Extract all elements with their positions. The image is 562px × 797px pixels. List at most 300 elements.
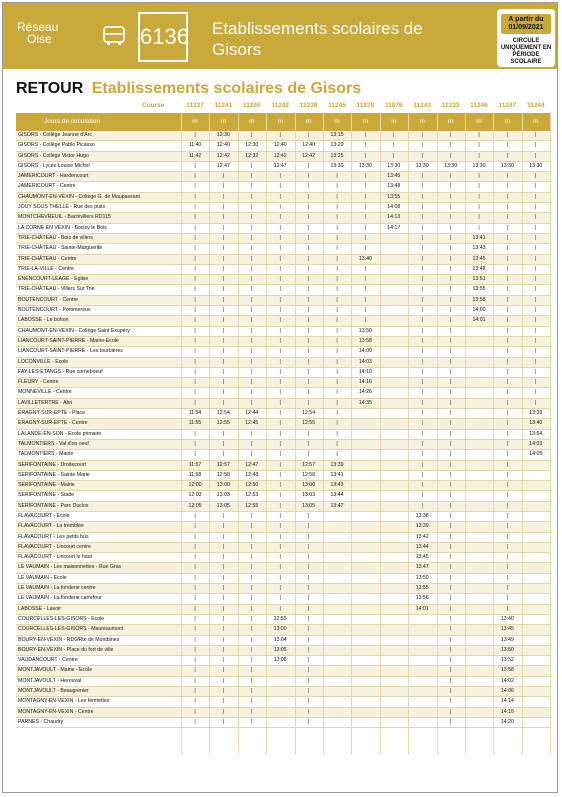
time-cell: | [506, 245, 509, 252]
time-cell: | [506, 595, 509, 602]
time-cell: | [364, 152, 367, 159]
time-cell: | [222, 234, 225, 241]
stop-name: MONTAGNY-EN-VEXIN - Les fermettes [18, 698, 110, 705]
time-cell: | [449, 512, 452, 519]
time-cell: | [194, 317, 196, 324]
time-cell: | [421, 440, 423, 447]
time-cell: 12:48 [245, 471, 259, 478]
time-cell: | [194, 379, 196, 386]
time-cell: | [336, 296, 338, 303]
time-cell: 13:00 [273, 626, 287, 633]
time-cell: 13:40 [358, 255, 372, 262]
table-row [16, 316, 551, 326]
course-label: Course [142, 102, 165, 109]
time-cell: | [194, 564, 196, 571]
column-separator [493, 113, 494, 754]
stop-name: SERIFONTAINE - Mairie [18, 482, 75, 489]
time-cell: | [279, 265, 281, 272]
time-cell: | [194, 296, 196, 303]
time-cell: | [194, 245, 196, 252]
table-row [16, 224, 551, 234]
table-row [16, 327, 551, 337]
time-cell: | [251, 399, 253, 406]
table-row [16, 378, 551, 388]
day-code: m [249, 118, 255, 125]
time-cell: | [307, 646, 310, 653]
column-separator [266, 113, 267, 754]
time-cell: | [364, 224, 367, 231]
time-cell: 13:44 [330, 492, 344, 499]
time-cell: | [449, 183, 452, 190]
time-cell: | [421, 276, 423, 283]
time-cell: | [222, 523, 225, 530]
time-cell: | [251, 204, 253, 211]
time-cell: 14:06 [500, 688, 514, 695]
stop-name: LABOSSE - Lavoir [18, 605, 61, 612]
day-code: m [362, 118, 369, 125]
time-cell: | [251, 286, 253, 293]
time-cell: | [449, 234, 452, 241]
table-row [16, 491, 551, 501]
time-cell: | [506, 451, 509, 458]
time-cell: | [478, 204, 480, 211]
time-cell: | [449, 543, 452, 550]
time-cell: | [449, 657, 452, 664]
table-row [16, 430, 551, 440]
time-cell: 12:47 [245, 461, 259, 468]
time-cell: | [506, 193, 509, 200]
time-cell: | [506, 276, 509, 283]
day-code: m [504, 118, 511, 125]
time-cell: | [194, 276, 196, 283]
time-cell: | [336, 358, 338, 365]
table-row [16, 718, 551, 728]
time-cell: | [307, 564, 310, 571]
course-number: 11240 [242, 102, 261, 109]
time-cell: | [449, 337, 452, 344]
time-cell: | [421, 358, 423, 365]
time-cell: | [449, 296, 452, 303]
time-cell: 12:55 [302, 420, 316, 427]
stop-name: LE VAUMAIN - Les maisonnettes - Rue Gras [18, 564, 122, 571]
time-cell: | [506, 317, 509, 324]
time-cell: | [478, 173, 480, 180]
brand-line2: Oise [27, 32, 52, 46]
time-cell: | [449, 667, 452, 674]
table-row [16, 481, 551, 491]
time-cell: | [222, 276, 225, 283]
time-cell: | [307, 379, 310, 386]
time-cell: | [194, 286, 196, 293]
time-cell: | [279, 564, 281, 571]
time-cell: | [222, 636, 225, 643]
time-cell: 13:49 [500, 636, 514, 643]
time-cell: | [222, 255, 225, 262]
time-cell: 13:30 [330, 162, 344, 169]
time-cell: | [222, 708, 225, 715]
time-cell: | [251, 533, 253, 540]
time-cell: 12:55 [273, 615, 287, 622]
stop-name: GISORS - Collège Pablo Picasso [18, 142, 95, 149]
time-cell: | [279, 224, 281, 231]
time-cell: | [336, 183, 338, 190]
time-cell: | [194, 512, 196, 519]
time-cell: | [449, 265, 452, 272]
time-cell: | [535, 348, 537, 355]
time-cell: | [506, 224, 509, 231]
time-cell: | [279, 471, 281, 478]
time-cell: 13:03 [216, 492, 230, 499]
time-cell: | [449, 245, 452, 252]
time-cell: | [194, 255, 196, 262]
time-cell: | [506, 255, 509, 262]
time-cell: | [279, 296, 281, 303]
time-cell: | [421, 142, 423, 149]
time-cell: 14:14 [500, 698, 514, 705]
time-cell: | [506, 554, 509, 561]
time-cell: 14:00 [472, 307, 486, 314]
table-row [16, 584, 551, 594]
table-row [16, 419, 551, 429]
stop-name: TALMONTIERS - Val d'on oeuf [18, 440, 89, 447]
table-row [16, 615, 551, 625]
stop-name: TRIE-LA-VILLE - Centre [18, 265, 74, 272]
time-cell: | [194, 718, 196, 725]
table-row [16, 399, 551, 409]
table-row [16, 182, 551, 192]
time-cell: | [222, 512, 225, 519]
stop-name: SERIFONTAINE - Stade [18, 492, 75, 499]
time-cell: | [222, 337, 225, 344]
timetable-header [3, 3, 557, 69]
time-cell: | [421, 224, 423, 231]
stop-name: ENENCOURT-LEAGE - Eglise [18, 276, 89, 283]
time-cell: | [506, 471, 509, 478]
time-cell: | [279, 234, 281, 241]
time-cell: | [393, 142, 395, 149]
time-cell: 13:47 [415, 564, 429, 571]
time-cell: | [506, 368, 509, 375]
time-cell: | [535, 265, 537, 272]
time-cell: | [194, 677, 196, 684]
column-separator [209, 113, 210, 754]
time-cell: | [307, 698, 310, 705]
time-cell: | [251, 615, 253, 622]
time-cell: | [449, 410, 452, 417]
time-cell: 12:30 [245, 142, 259, 149]
time-cell: | [449, 492, 452, 499]
time-cell: | [364, 132, 367, 138]
time-cell: | [279, 358, 281, 365]
time-cell: | [279, 276, 281, 283]
time-cell: | [307, 554, 310, 561]
time-cell: | [506, 482, 509, 489]
time-cell: | [307, 162, 310, 169]
time-cell: 13:45 [415, 554, 429, 561]
time-cell: 13:58 [472, 296, 486, 303]
time-cell: | [506, 523, 509, 530]
time-cell: | [222, 626, 225, 633]
badge-note2: UNIQUEMENT EN [500, 45, 552, 51]
time-cell: 14:03 [529, 440, 543, 447]
time-cell: | [307, 348, 310, 355]
time-cell: | [194, 533, 196, 540]
time-cell: | [535, 152, 537, 159]
time-cell: | [364, 214, 367, 221]
time-cell: | [307, 265, 310, 272]
time-cell: | [535, 214, 537, 221]
time-cell: 13:45 [500, 626, 514, 633]
time-cell: | [279, 399, 281, 406]
time-cell: | [506, 512, 509, 519]
table-row [16, 388, 551, 398]
day-code: m [391, 118, 397, 125]
time-cell: | [506, 307, 509, 314]
time-cell: | [506, 173, 509, 180]
time-cell: 12:42 [302, 152, 316, 159]
time-cell: 14:35 [358, 399, 372, 406]
time-cell: | [421, 420, 423, 427]
table-row [16, 533, 551, 543]
time-cell: | [279, 585, 281, 592]
time-cell: | [421, 265, 423, 272]
time-cell: 13:30 [387, 162, 401, 169]
time-cell: | [449, 626, 452, 633]
badge-line1: A partir du [508, 16, 544, 23]
time-cell: | [336, 265, 338, 272]
course-number: 11238 [299, 102, 318, 109]
time-cell: | [194, 337, 196, 344]
time-cell: | [307, 677, 310, 684]
time-cell: | [194, 605, 196, 612]
time-cell: 12:54 [216, 410, 230, 417]
time-cell: | [307, 667, 310, 674]
time-cell: | [279, 554, 281, 561]
time-cell: | [279, 595, 281, 602]
day-code: m [305, 118, 312, 125]
time-cell: | [421, 193, 423, 200]
time-cell: 14:00 [358, 348, 372, 355]
time-cell: | [222, 451, 225, 458]
time-cell: | [194, 595, 196, 602]
time-cell: 13:44 [415, 543, 429, 550]
table-row [16, 409, 551, 419]
time-cell: 13:00 [302, 482, 316, 489]
time-cell: | [222, 389, 225, 396]
time-cell: | [251, 265, 253, 272]
time-cell: | [307, 595, 310, 602]
time-cell: | [279, 605, 281, 612]
time-cell: | [535, 255, 537, 262]
time-cell: | [222, 605, 225, 612]
time-cell: | [449, 698, 452, 705]
time-cell: | [535, 389, 537, 396]
time-cell: | [251, 523, 253, 530]
time-cell: | [449, 379, 452, 386]
time-cell: | [535, 368, 537, 375]
time-cell: | [449, 389, 452, 396]
time-cell: | [421, 214, 423, 221]
stop-name: LAVILLETERTRE - Abri [18, 399, 73, 406]
time-cell: 12:57 [216, 461, 230, 468]
time-cell: | [251, 657, 253, 664]
time-cell: | [421, 492, 423, 499]
time-cell: 12:47 [216, 162, 230, 169]
time-cell: | [449, 471, 452, 478]
stop-name: FLAVACOURT - La tremblée [18, 523, 84, 530]
time-cell: 13:30 [472, 162, 486, 169]
time-cell: | [222, 245, 225, 252]
time-cell: | [222, 718, 225, 725]
time-cell: | [222, 430, 225, 437]
stop-name: MONTJAVOULT - Beaugrenier [18, 688, 89, 695]
stop-name: MONTCHEVREUIL - Bachivillers RD115 [18, 214, 111, 221]
time-cell: | [506, 410, 509, 417]
time-cell: | [222, 348, 225, 355]
time-cell: | [478, 152, 480, 159]
time-cell: | [222, 667, 225, 674]
time-cell: | [421, 502, 423, 509]
table-row [16, 512, 551, 522]
time-cell: | [336, 327, 338, 334]
time-cell: | [336, 430, 338, 437]
stop-name: TRIE-CHÂTEAU - Villers Sur Trie [18, 286, 95, 293]
time-cell: | [279, 307, 281, 314]
time-cell: 13:41 [330, 471, 344, 478]
course-number: 11242 [271, 102, 290, 109]
stop-name: LIANCOURT-SAINT-PIERRE - Mairie-Ecole [18, 337, 119, 344]
time-cell: 13:50 [415, 574, 429, 581]
time-cell: | [336, 399, 338, 406]
time-cell: 11:55 [188, 420, 202, 427]
time-cell: | [251, 677, 253, 684]
time-cell: | [449, 368, 452, 375]
time-cell: | [421, 482, 423, 489]
stop-name: JOUY SOUS THELLE - Rue des puits [18, 204, 106, 211]
time-cell: | [421, 204, 423, 211]
time-cell: | [279, 512, 281, 519]
time-cell: | [506, 265, 509, 272]
time-cell: | [421, 451, 423, 458]
time-cell: | [279, 379, 281, 386]
table-row [16, 265, 551, 275]
time-cell: 11:57 [188, 461, 202, 468]
time-cell: | [421, 327, 423, 334]
time-cell: | [222, 440, 225, 447]
time-cell: | [506, 430, 509, 437]
time-cell: | [307, 358, 310, 365]
time-cell: | [535, 193, 537, 200]
time-cell: | [222, 595, 225, 602]
badge-note3: PÉRIODE SCOLAIRE [510, 52, 542, 65]
time-cell: | [194, 688, 196, 695]
time-cell: | [251, 327, 253, 334]
time-cell: | [336, 307, 338, 314]
course-number: 11246 [470, 102, 488, 109]
time-cell: 13:30 [500, 162, 514, 169]
time-cell: | [251, 430, 253, 437]
time-cell: 14:16 [500, 708, 514, 715]
time-cell: | [222, 368, 225, 375]
time-cell: | [535, 358, 537, 365]
time-cell: | [336, 410, 338, 417]
time-cell: | [307, 317, 310, 324]
time-cell: | [307, 585, 310, 592]
time-cell: | [336, 286, 338, 293]
day-code: m [447, 118, 454, 125]
time-cell: | [279, 440, 281, 447]
time-cell: | [279, 204, 281, 211]
time-cell: 13:05 [302, 502, 316, 509]
column-separator [437, 113, 438, 754]
time-cell: | [449, 307, 452, 314]
time-cell: | [251, 698, 253, 705]
time-cell: 13:55 [387, 193, 401, 200]
time-cell: | [194, 193, 196, 200]
time-cell: | [506, 379, 509, 386]
time-cell: 14:01 [472, 317, 486, 324]
time-cell: | [336, 173, 338, 180]
time-cell: | [194, 162, 196, 169]
table-row [16, 461, 551, 471]
time-cell: 12:45 [245, 420, 259, 427]
time-cell: | [307, 615, 310, 622]
table-row [16, 605, 551, 615]
time-cell: | [449, 193, 452, 200]
time-cell: | [449, 688, 452, 695]
time-cell: 14:01 [415, 605, 429, 612]
time-cell: | [194, 399, 196, 406]
time-cell: | [307, 214, 310, 221]
table-row [16, 522, 551, 532]
time-cell: 14:26 [358, 389, 372, 396]
time-cell: 12:50 [245, 482, 259, 489]
time-cell: | [194, 224, 196, 231]
time-cell: 12:54 [302, 410, 316, 417]
time-cell: | [279, 327, 281, 334]
time-cell: | [251, 636, 253, 643]
time-cell: | [222, 358, 225, 365]
time-cell: | [535, 307, 537, 314]
column-separator [465, 113, 466, 754]
time-cell: | [251, 183, 253, 190]
course-number: 11244 [526, 102, 545, 109]
time-cell: | [279, 420, 281, 427]
stop-name: BOURY-EN-VEXIN - Place du fort de ville [18, 646, 114, 653]
time-cell: | [364, 296, 367, 303]
time-cell: | [506, 492, 509, 499]
time-cell: 13:50 [500, 646, 514, 653]
time-cell: 13:48 [387, 183, 401, 190]
time-cell: 13:38 [415, 512, 429, 519]
time-cell: 12:40 [216, 142, 230, 149]
time-cell: | [194, 646, 196, 653]
day-code: m [220, 118, 227, 125]
table-row [16, 553, 551, 563]
time-cell: 13:58 [500, 667, 514, 674]
time-cell: | [449, 533, 452, 540]
time-cell: | [535, 234, 537, 241]
time-cell: | [449, 636, 452, 643]
time-cell: | [506, 327, 509, 334]
time-cell: 12:57 [302, 461, 316, 468]
time-cell: | [279, 173, 281, 180]
time-cell: | [364, 173, 367, 180]
time-cell: | [251, 307, 253, 314]
stop-name: BOUTENCOURT - Pommereux [18, 307, 91, 314]
time-cell: 13:43 [330, 482, 344, 489]
time-cell: | [307, 234, 310, 241]
